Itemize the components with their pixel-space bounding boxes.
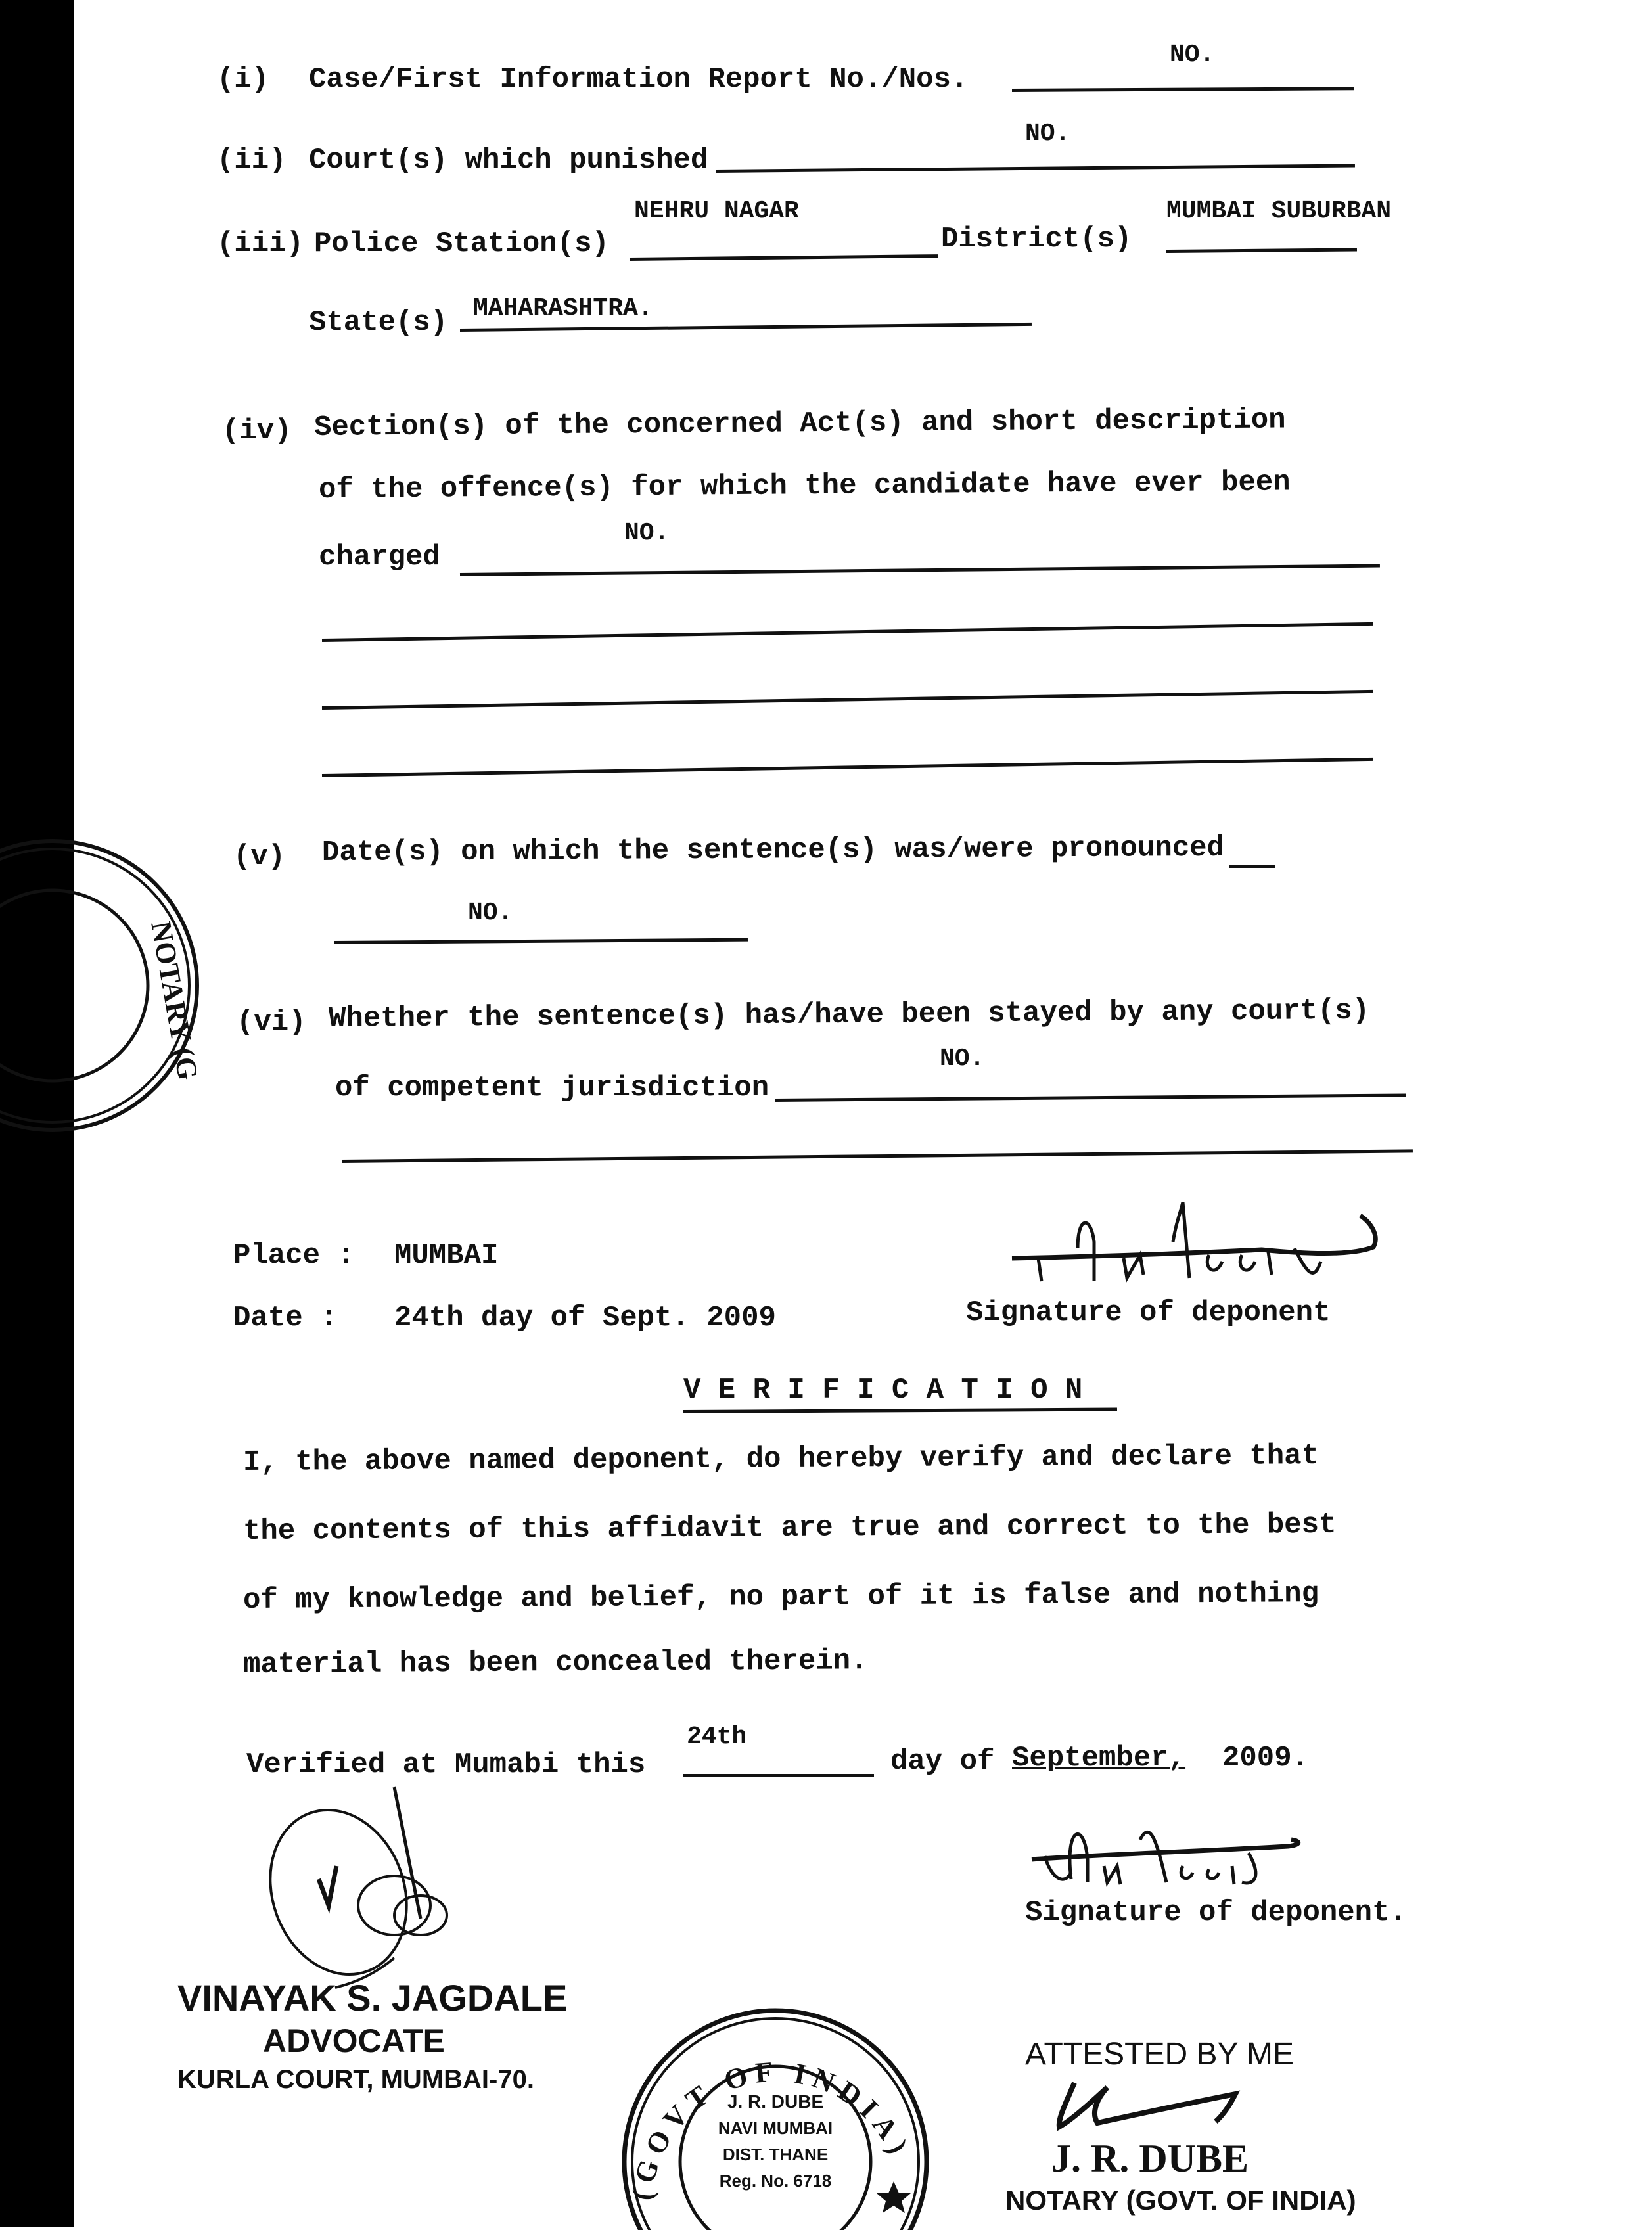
verified-year: 2009. <box>1222 1742 1310 1775</box>
item-v-number: (v) <box>233 840 286 873</box>
item-ii-value: NO. <box>1025 120 1070 148</box>
left-seal-text: NOTARY (G <box>145 919 204 1083</box>
item-v-label: Date(s) on which the sentence(s) was/were pronounced <box>321 831 1225 869</box>
item-i-value: NO. <box>1170 41 1215 69</box>
item-ii-number: (ii) <box>217 144 287 177</box>
item-vi-line1: Whether the sentence(s) has/have been stayed by any court(s) <box>328 994 1370 1035</box>
notary-name: J. R. DUBE <box>1051 2137 1249 2180</box>
verified-day: 24th <box>687 1723 747 1751</box>
verification-line-2: the contents of this affidavit are true and correct to the best <box>242 1508 1337 1548</box>
item-vi-line <box>775 1093 1406 1102</box>
district-line <box>1166 248 1357 253</box>
seal-inner-line-1: J. R. DUBE <box>727 2091 824 2112</box>
blank-line <box>322 758 1373 777</box>
item-v-value: NO. <box>468 899 513 927</box>
item-iv-line2: of the offence(s) for which the candidate have ever been <box>318 466 1291 507</box>
verification-line-3: of my knowledge and belief, no part of it is false and nothing <box>242 1578 1319 1617</box>
place-label: Place : <box>233 1239 355 1272</box>
item-iv-number: (iv) <box>222 415 292 447</box>
advocate-address: KURLA COURT, MUMBAI-70. <box>177 2065 534 2094</box>
police-station-value: NEHRU NAGAR <box>634 197 799 225</box>
date-label: Date : <box>233 1302 338 1334</box>
item-i-label: Case/First Information Report No./Nos. <box>309 63 969 96</box>
verification-title: V E R I F I C A T I O N <box>683 1374 1083 1407</box>
state-label: State(s) <box>309 306 448 339</box>
item-vi-number: (vi) <box>237 1006 306 1039</box>
item-ii-line <box>716 164 1355 173</box>
verified-month: September, <box>1012 1742 1186 1775</box>
item-vi-value: NO. <box>940 1045 985 1073</box>
item-iii-number: (iii) <box>217 227 304 260</box>
seal-inner-line-2: NAVI MUMBAI <box>718 2118 833 2138</box>
notary-round-seal <box>618 1984 933 2230</box>
seal-inner-line-3: DIST. THANE <box>722 2145 829 2164</box>
state-line <box>460 323 1032 332</box>
deponent-signature-2 <box>1025 1813 1327 1896</box>
item-ii-label: Court(s) which punished <box>309 144 708 177</box>
signature-of-deponent-label: Signature of deponent <box>966 1296 1331 1329</box>
state-value: MAHARASHTRA. <box>473 294 653 323</box>
verification-underline <box>683 1408 1117 1413</box>
item-vi-line-2 <box>342 1149 1413 1163</box>
notary-seal-ring-text: (GOVT OF INDIA) <box>626 2055 917 2202</box>
police-station-line <box>630 254 938 261</box>
district-value: MUMBAI SUBURBAN <box>1166 197 1392 225</box>
verified-at-prefix: Verified at Mumabi this <box>246 1748 646 1781</box>
place-value: MUMBAI <box>394 1239 499 1272</box>
attested-by-me: ATTESTED BY ME <box>1025 2037 1294 2072</box>
advocate-title: ADVOCATE <box>263 2022 445 2059</box>
verified-day-line <box>683 1774 874 1777</box>
item-iv-line1: Section(s) of the concerned Act(s) and short description <box>313 403 1286 444</box>
item-iv-line <box>460 564 1380 576</box>
blank-line <box>322 690 1373 710</box>
item-iii-label: Police Station(s) <box>314 227 609 260</box>
left-notary-seal <box>39 825 210 1156</box>
seal-inner-line-4: Reg. No. 6718 <box>719 2171 832 2191</box>
signature-of-deponent-label-2: Signature of deponent. <box>1025 1896 1407 1929</box>
item-v-line-end <box>1229 865 1275 868</box>
deponent-signature-1 <box>1012 1196 1433 1291</box>
verification-line-4: material has been concealed therein. <box>242 1645 868 1681</box>
item-iv-value: NO. <box>624 519 670 547</box>
verified-mid: day of <box>890 1745 995 1778</box>
advocate-signature <box>263 1774 473 1994</box>
item-iv-charged-label: charged <box>319 541 440 574</box>
item-v-line <box>334 938 748 944</box>
district-label: District(s) <box>941 223 1132 256</box>
date-value: 24th day of Sept. 2009 <box>394 1302 776 1334</box>
item-i-line <box>1012 87 1354 92</box>
item-i-number: (i) <box>217 63 269 96</box>
item-vi-label: of competent jurisdiction <box>335 1072 769 1104</box>
blank-line <box>322 622 1373 642</box>
notary-signature <box>1051 2080 1262 2135</box>
verification-line-1: I, the above named deponent, do hereby verify and declare that <box>242 1440 1319 1479</box>
advocate-name: VINAYAK S. JAGDALE <box>177 1977 568 2018</box>
notary-title: NOTARY (GOVT. OF INDIA) <box>1005 2185 1356 2216</box>
